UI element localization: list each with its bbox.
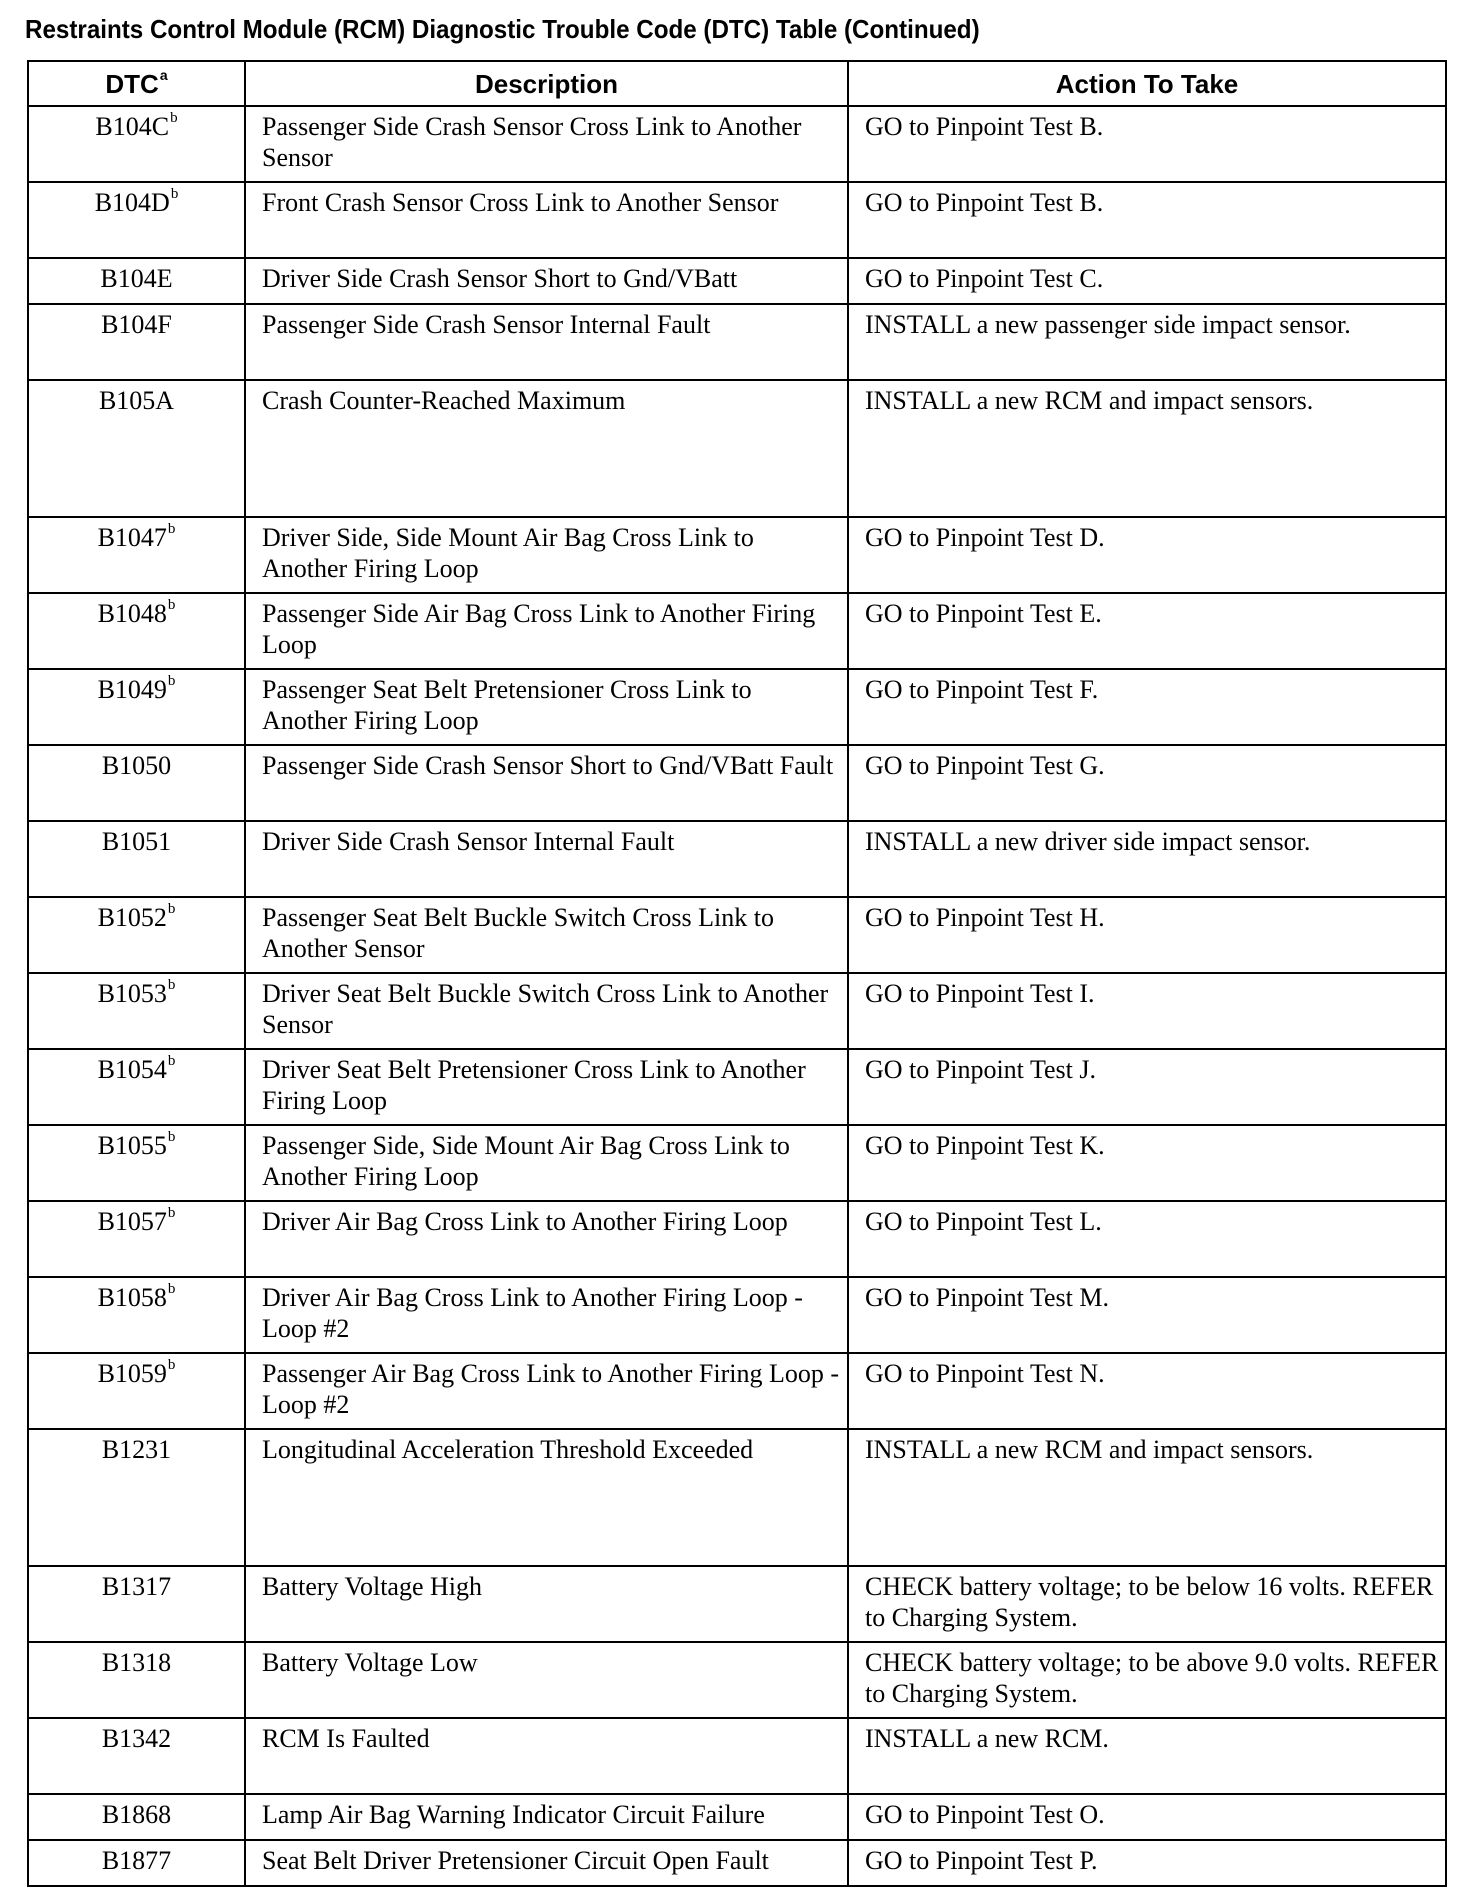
- dtc-code: B1317: [101, 1572, 172, 1601]
- table-row: [28, 380, 1446, 517]
- dtc-table: [27, 60, 1447, 1887]
- dtc-code: B1231: [101, 1435, 172, 1464]
- description-cell: Passenger Side Air Bag Cross Link to Another Firing Loop: [245, 593, 848, 669]
- footnote-marker: b: [167, 1129, 176, 1146]
- action-cell: CHECK battery voltage; to be below 16 volts. REFER to Charging System.: [848, 1566, 1446, 1642]
- dtc-code: B1051: [101, 827, 172, 856]
- table-row: [28, 517, 1446, 593]
- dtc-code: B104C: [95, 112, 170, 141]
- footnote-marker: b: [167, 1281, 176, 1298]
- action-cell: GO to Pinpoint Test I.: [848, 973, 1446, 1049]
- description-cell: Driver Air Bag Cross Link to Another Firing Loop: [245, 1201, 848, 1277]
- page-title: Restraints Control Module (RCM) Diagnostic Trouble Code (DTC) Table (Continued): [25, 14, 980, 44]
- description-cell: Driver Side Crash Sensor Internal Fault: [245, 821, 848, 897]
- description-cell: Driver Seat Belt Buckle Switch Cross Link to Another Sensor: [245, 973, 848, 1049]
- table-row: [28, 1642, 1446, 1718]
- table-header-row: [28, 61, 1446, 106]
- action-cell: GO to Pinpoint Test H.: [848, 897, 1446, 973]
- action-cell: INSTALL a new driver side impact sensor.: [848, 821, 1446, 897]
- table-row: [28, 106, 1446, 182]
- description-cell: Battery Voltage Low: [245, 1642, 848, 1718]
- dtc-code: B104F: [101, 310, 172, 339]
- dtc-code: B1054: [97, 1055, 167, 1084]
- description-cell: Driver Side Crash Sensor Short to Gnd/VBatt: [245, 258, 848, 304]
- dtc-cell: [28, 1794, 245, 1840]
- table-row: [28, 1125, 1446, 1201]
- table-row: [28, 258, 1446, 304]
- description-cell: Passenger Seat Belt Pretensioner Cross Link to Another Firing Loop: [245, 669, 848, 745]
- dtc-code: B104E: [100, 264, 173, 293]
- description-cell: Battery Voltage High: [245, 1566, 848, 1642]
- dtc-code: B1055: [97, 1131, 167, 1160]
- dtc-cell: [28, 258, 245, 304]
- description-cell: Crash Counter-Reached Maximum: [245, 380, 848, 517]
- dtc-cell: [28, 106, 245, 182]
- action-cell: GO to Pinpoint Test N.: [848, 1353, 1446, 1429]
- action-cell: GO to Pinpoint Test G.: [848, 745, 1446, 821]
- footnote-marker: b: [170, 110, 178, 127]
- description-cell: Passenger Air Bag Cross Link to Another Firing Loop - Loop #2: [245, 1353, 848, 1429]
- dtc-code: B1049: [97, 675, 167, 704]
- table-row: [28, 1201, 1446, 1277]
- footnote-marker: b: [170, 186, 179, 203]
- dtc-cell: [28, 1718, 245, 1794]
- dtc-cell: [28, 1429, 245, 1566]
- table-row: [28, 897, 1446, 973]
- dtc-code: B1318: [101, 1648, 172, 1677]
- dtc-cell: [28, 380, 245, 517]
- column-header-description: Description: [245, 61, 848, 106]
- dtc-cell: [28, 669, 245, 745]
- action-cell: GO to Pinpoint Test P.: [848, 1840, 1446, 1886]
- table-row: [28, 669, 1446, 745]
- dtc-cell: [28, 517, 245, 593]
- action-cell: GO to Pinpoint Test J.: [848, 1049, 1446, 1125]
- action-cell: INSTALL a new RCM.: [848, 1718, 1446, 1794]
- table-row: [28, 1049, 1446, 1125]
- footnote-marker: b: [167, 1205, 176, 1222]
- action-cell: GO to Pinpoint Test L.: [848, 1201, 1446, 1277]
- description-cell: Passenger Side Crash Sensor Cross Link to Another Sensor: [245, 106, 848, 182]
- column-header-action: Action To Take: [848, 61, 1446, 106]
- footnote-marker: b: [167, 673, 176, 690]
- action-cell: INSTALL a new RCM and impact sensors.: [848, 380, 1446, 517]
- dtc-cell: [28, 182, 245, 258]
- dtc-cell: [28, 821, 245, 897]
- action-cell: INSTALL a new RCM and impact sensors.: [848, 1429, 1446, 1566]
- dtc-cell: [28, 1566, 245, 1642]
- table-row: [28, 1566, 1446, 1642]
- description-cell: Passenger Side, Side Mount Air Bag Cross Link to Another Firing Loop: [245, 1125, 848, 1201]
- dtc-cell: [28, 1840, 245, 1886]
- dtc-cell: [28, 1125, 245, 1201]
- dtc-cell: [28, 1642, 245, 1718]
- action-cell: GO to Pinpoint Test F.: [848, 669, 1446, 745]
- table-row: [28, 1353, 1446, 1429]
- dtc-cell: [28, 1049, 245, 1125]
- dtc-code: B1053: [97, 979, 167, 1008]
- dtc-code: B1050: [101, 751, 172, 780]
- dtc-code: B104D: [94, 188, 170, 217]
- table-row: [28, 1277, 1446, 1353]
- action-cell: GO to Pinpoint Test D.: [848, 517, 1446, 593]
- dtc-cell: [28, 897, 245, 973]
- dtc-cell: [28, 593, 245, 669]
- description-cell: Driver Air Bag Cross Link to Another Firing Loop - Loop #2: [245, 1277, 848, 1353]
- table-row: [28, 1718, 1446, 1794]
- action-cell: CHECK battery voltage; to be above 9.0 volts. REFER to Charging System.: [848, 1642, 1446, 1718]
- table-row: [28, 745, 1446, 821]
- footnote-marker: b: [167, 1357, 176, 1374]
- table-row: [28, 1794, 1446, 1840]
- column-header-dtc-label: DTC: [105, 69, 159, 99]
- footnote-marker: b: [167, 977, 176, 994]
- dtc-code: B1877: [101, 1846, 172, 1875]
- dtc-code: B1057: [97, 1207, 167, 1236]
- dtc-cell: [28, 745, 245, 821]
- dtc-cell: [28, 1201, 245, 1277]
- dtc-code: B1052: [97, 903, 167, 932]
- dtc-code: B1048: [97, 599, 167, 628]
- action-cell: GO to Pinpoint Test M.: [848, 1277, 1446, 1353]
- action-cell: GO to Pinpoint Test E.: [848, 593, 1446, 669]
- footnote-marker: b: [167, 597, 176, 614]
- table-row: [28, 1429, 1446, 1566]
- dtc-cell: [28, 1277, 245, 1353]
- dtc-cell: [28, 973, 245, 1049]
- dtc-code: B1058: [97, 1283, 167, 1312]
- column-header-dtc: [28, 61, 245, 106]
- footnote-marker: b: [167, 521, 176, 538]
- description-cell: Passenger Seat Belt Buckle Switch Cross Link to Another Sensor: [245, 897, 848, 973]
- table-row: [28, 973, 1446, 1049]
- description-cell: Longitudinal Acceleration Threshold Exceeded: [245, 1429, 848, 1566]
- description-cell: Front Crash Sensor Cross Link to Another Sensor: [245, 182, 848, 258]
- table-row: [28, 182, 1446, 258]
- description-cell: Lamp Air Bag Warning Indicator Circuit Failure: [245, 1794, 848, 1840]
- table-row: [28, 304, 1446, 380]
- description-cell: RCM Is Faulted: [245, 1718, 848, 1794]
- action-cell: GO to Pinpoint Test B.: [848, 106, 1446, 182]
- description-cell: Passenger Side Crash Sensor Internal Fault: [245, 304, 848, 380]
- action-cell: GO to Pinpoint Test K.: [848, 1125, 1446, 1201]
- dtc-code: B1047: [97, 523, 167, 552]
- table-row: [28, 821, 1446, 897]
- description-cell: Seat Belt Driver Pretensioner Circuit Open Fault: [245, 1840, 848, 1886]
- footnote-marker: b: [167, 1053, 176, 1070]
- table-row: [28, 1840, 1446, 1886]
- action-cell: GO to Pinpoint Test C.: [848, 258, 1446, 304]
- description-cell: Driver Side, Side Mount Air Bag Cross Link to Another Firing Loop: [245, 517, 848, 593]
- dtc-code: B1059: [97, 1359, 167, 1388]
- action-cell: GO to Pinpoint Test B.: [848, 182, 1446, 258]
- dtc-code: B1342: [101, 1724, 172, 1753]
- dtc-code: B1868: [101, 1800, 172, 1829]
- dtc-cell: [28, 304, 245, 380]
- dtc-code: B105A: [98, 386, 175, 415]
- footnote-marker: b: [167, 901, 176, 918]
- dtc-cell: [28, 1353, 245, 1429]
- action-cell: INSTALL a new passenger side impact sensor.: [848, 304, 1446, 380]
- table-row: [28, 593, 1446, 669]
- description-cell: Driver Seat Belt Pretensioner Cross Link to Another Firing Loop: [245, 1049, 848, 1125]
- description-cell: Passenger Side Crash Sensor Short to Gnd/VBatt Fault: [245, 745, 848, 821]
- action-cell: GO to Pinpoint Test O.: [848, 1794, 1446, 1840]
- footnote-marker: a: [159, 67, 168, 84]
